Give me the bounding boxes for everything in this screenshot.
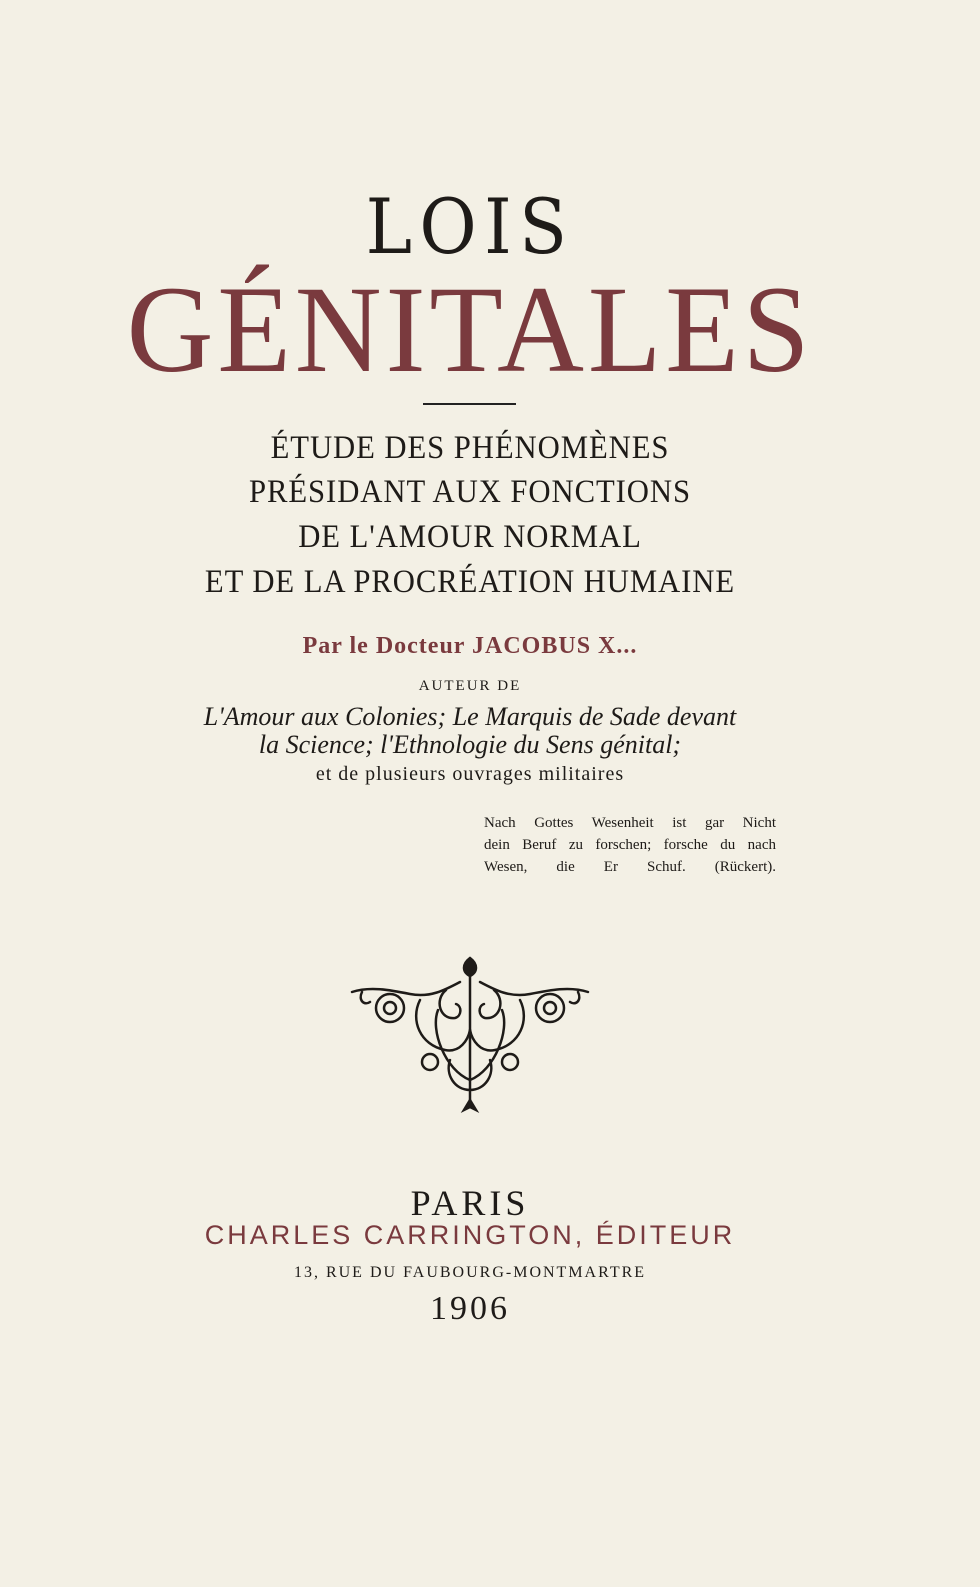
place: PARIS (410, 1183, 530, 1223)
epigraph-line: dein Beruf zu forschen; forsche du nach (484, 837, 776, 853)
other-works: et de plusieurs ouvrages militaires (315, 763, 625, 785)
works-line: L'Amour aux Colonies; Le Marquis de Sade devant (203, 702, 737, 731)
works-line: la Science; l'Ethnologie du Sens génital; (258, 730, 682, 759)
epigraph (484, 812, 776, 878)
ornament-vignette-icon (350, 950, 590, 1115)
author-of-label: AUTEUR DE (418, 678, 522, 694)
subtitle-line: ÉTUDE DES PHÉNOMÈNES (270, 430, 670, 466)
publisher: CHARLES CARRINGTON, ÉDITEUR (204, 1220, 736, 1250)
title-line-1: LOIS (365, 182, 575, 271)
author-line: Par le Docteur JACOBUS X... (302, 633, 638, 659)
epigraph-line: Wesen, die Er Schuf. (Rückert). (484, 859, 776, 875)
subtitle-line: ET DE LA PROCRÉATION HUMAINE (204, 564, 736, 600)
subtitle-line: DE L'AMOUR NORMAL (298, 519, 642, 555)
epigraph-line: Nach Gottes Wesenheit ist gar Nicht (484, 815, 776, 831)
year: 1906 (430, 1290, 510, 1327)
divider-rule (423, 403, 516, 405)
address: 13, RUE DU FAUBOURG-MONTMARTRE (293, 1264, 647, 1281)
title-line-2: GÉNITALES (126, 261, 814, 398)
subtitle-line: PRÉSIDANT AUX FONCTIONS (248, 474, 692, 510)
